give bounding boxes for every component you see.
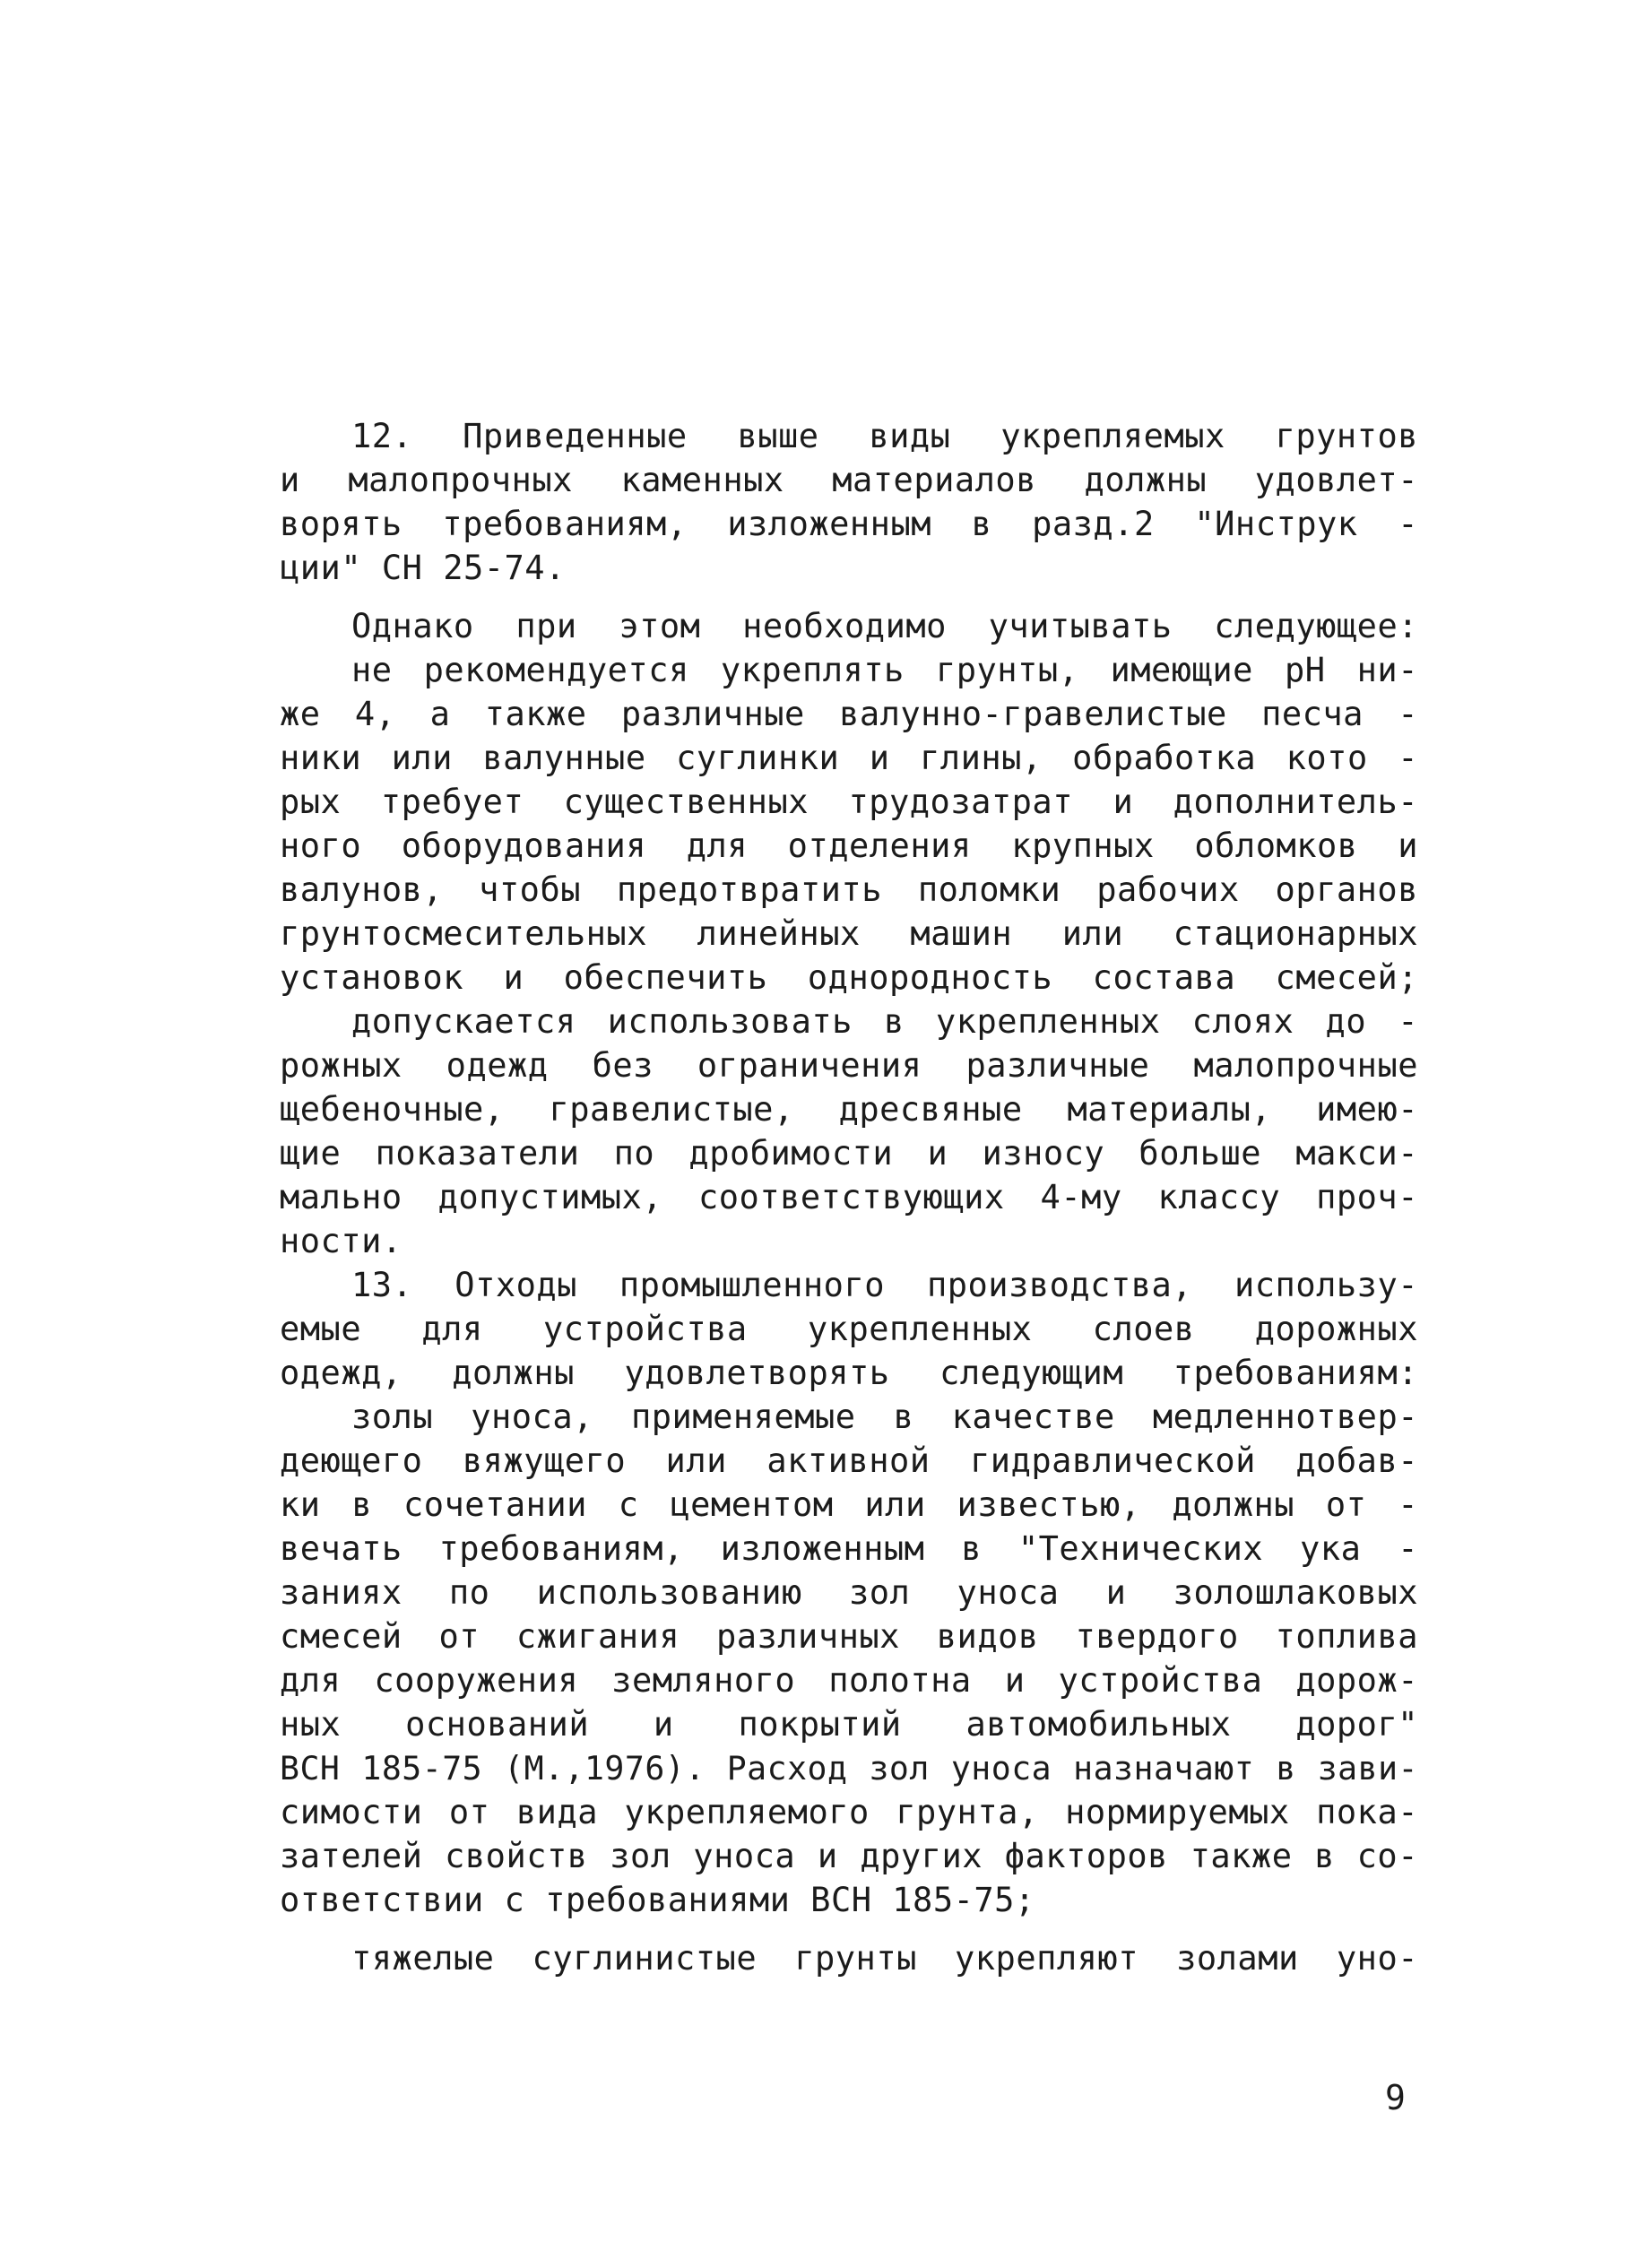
- text-line: ворять требованиям, изложенным в разд.2 "Инструк -: [280, 505, 1418, 543]
- body-text: [280, 414, 1418, 1980]
- text-line: ки в сочетании с цементом или известью, должны от -: [280, 1485, 1418, 1524]
- text-line: ного оборудования для отделения крупных обломков и: [280, 827, 1418, 865]
- text-line: зателей свойств зол уноса и других факторов также в со-: [280, 1837, 1418, 1875]
- list-item-start: тяжелые суглинистые грунты укрепляют золами уно-: [351, 1939, 1418, 1978]
- text-line: заниях по использованию зол уноса и золошлаковых: [280, 1573, 1418, 1612]
- text-line: одежд, должны удовлетворять следующим требованиям:: [280, 1354, 1418, 1392]
- text-line: симости от вида укрепляемого грунта, нормируемых пока-: [280, 1793, 1418, 1831]
- text-line: ВСН 185-75 (М.,1976). Расход зол уноса назначают в зави-: [280, 1749, 1418, 1788]
- list-item-start: золы уноса, применяемые в качестве медленнотвер-: [351, 1398, 1418, 1436]
- text-line: щие показатели по дробимости и износу больше макси-: [280, 1134, 1418, 1173]
- text-line: ники или валунные суглинки и глины, обработка кото -: [280, 739, 1418, 777]
- page-number: 9: [1385, 2078, 1406, 2117]
- text-line: мально допустимых, соответствующих 4-му классу проч-: [280, 1178, 1418, 1216]
- text-line: же 4, а также различные валунно-гравелистые песча -: [280, 695, 1418, 733]
- text-line: деющего вяжущего или активной гидравлической добав-: [280, 1441, 1418, 1480]
- paragraph-start: Однако при этом необходимо учитывать следующее:: [351, 607, 1418, 645]
- list-item-start: не рекомендуется укреплять грунты, имеющие рН ни-: [351, 651, 1418, 689]
- text-line: емые для устройства укрепленных слоев дорожных: [280, 1310, 1418, 1348]
- paragraph-12-start: 12. Приведенные выше виды укрепляемых грунтов: [351, 417, 1418, 455]
- text-line: ции" СН 25-74.: [280, 549, 566, 587]
- text-line: для сооружения земляного полотна и устройства дорож-: [280, 1661, 1418, 1700]
- text-line: рожных одежд без ограничения различные малопрочные: [280, 1046, 1418, 1085]
- text-line: установок и обеспечить однородность состава смесей;: [280, 958, 1418, 997]
- text-line: ответствии с требованиями ВСН 185-75;: [280, 1881, 1035, 1919]
- text-line: ности.: [280, 1222, 403, 1260]
- text-line: ных оснований и покрытий автомобильных дорог": [280, 1705, 1418, 1744]
- text-line: рых требует существенных трудозатрат и дополнитель-: [280, 783, 1418, 821]
- text-line: грунтосмесительных линейных машин или стационарных: [280, 914, 1418, 953]
- list-item-start: допускается использовать в укрепленных слоях до -: [351, 1002, 1418, 1041]
- text-line: и малопрочных каменных материалов должны удовлет-: [280, 461, 1418, 499]
- text-line: смесей от сжигания различных видов твердого топлива: [280, 1617, 1418, 1656]
- paragraph-13-start: 13. Отходы промышленного производства, использу-: [351, 1266, 1418, 1304]
- text-line: вечать требованиям, изложенным в "Технических ука -: [280, 1529, 1418, 1568]
- text-line: валунов, чтобы предотвратить поломки рабочих органов: [280, 870, 1418, 909]
- text-line: щебеночные, гравелистые, дресвяные материалы, имею-: [280, 1090, 1418, 1129]
